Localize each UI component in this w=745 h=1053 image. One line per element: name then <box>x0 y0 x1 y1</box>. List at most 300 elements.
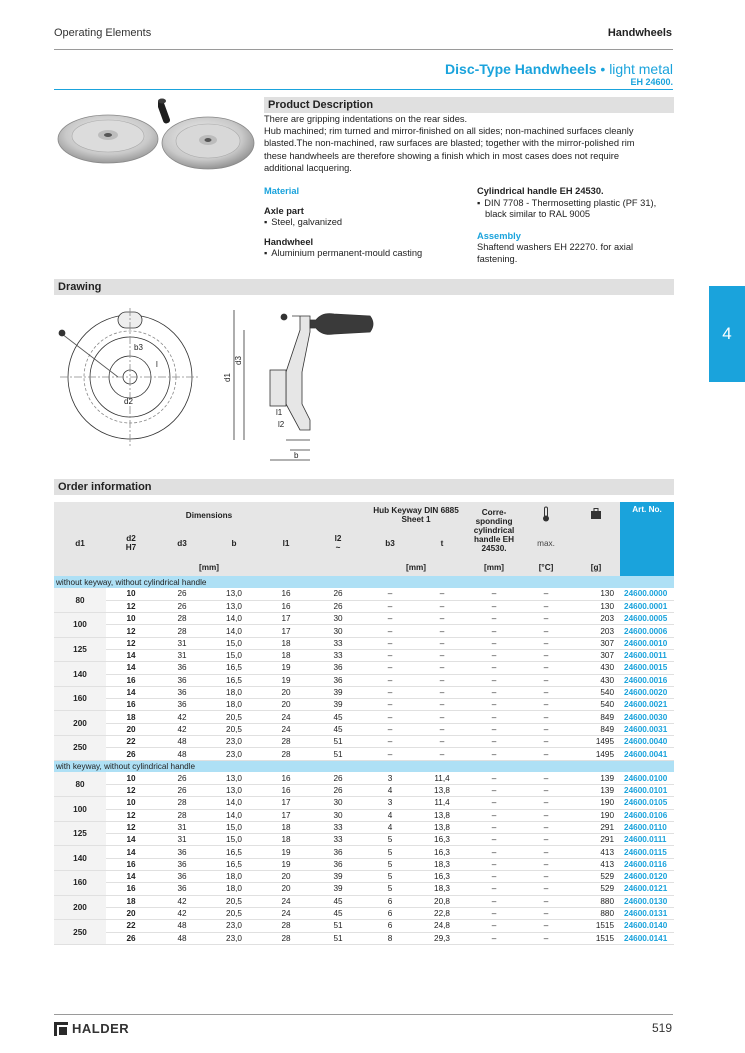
cell-b: 14,0 <box>208 613 260 625</box>
cell-c: – <box>520 748 572 760</box>
cell-weight: 130 <box>572 588 620 600</box>
cell-art-no[interactable]: 24600.0011 <box>620 649 674 661</box>
label-l1: l1 <box>276 408 283 417</box>
cell-b3: – <box>364 613 416 625</box>
cell-c: – <box>520 674 572 686</box>
cell-b: 18,0 <box>208 686 260 698</box>
cell-weight: 307 <box>572 649 620 661</box>
cell-d3: 31 <box>156 637 208 649</box>
label-b: b <box>294 451 299 460</box>
cell-d2: 10 <box>106 588 156 600</box>
cell-d1: 80 <box>54 588 106 613</box>
cell-l1: 28 <box>260 748 312 760</box>
cell-d2: 16 <box>106 699 156 711</box>
cell-d2: 20 <box>106 907 156 919</box>
cell-c: – <box>520 809 572 821</box>
description-line: blasted.The non-machined, raw surfaces are blasted; together with the mirror-polished rim <box>264 138 635 149</box>
cell-t: – <box>416 613 468 625</box>
cell-t: – <box>416 649 468 661</box>
cell-art-no[interactable]: 24600.0106 <box>620 809 674 821</box>
cell-art-no[interactable]: 24600.0030 <box>620 711 674 723</box>
cell-l1: 19 <box>260 858 312 870</box>
cell-d3: 31 <box>156 649 208 661</box>
cell-d1: 125 <box>54 821 106 846</box>
cell-art-no[interactable]: 24600.0101 <box>620 784 674 796</box>
cell-d2: 18 <box>106 711 156 723</box>
table-row <box>54 649 674 661</box>
brand-name: HALDER <box>72 1021 130 1036</box>
header-b3: b3 <box>364 528 416 558</box>
cell-c: – <box>520 784 572 796</box>
cell-d3: 36 <box>156 686 208 698</box>
cell-l1: 16 <box>260 600 312 612</box>
cell-l1: 20 <box>260 883 312 895</box>
cell-d2: 14 <box>106 662 156 674</box>
cell-h: – <box>468 686 520 698</box>
header-section: Handwheels <box>607 27 672 39</box>
cell-l1: 16 <box>260 772 312 784</box>
cell-d3: 26 <box>156 600 208 612</box>
cell-l2: 39 <box>312 883 364 895</box>
cell-c: – <box>520 821 572 833</box>
cell-l1: 18 <box>260 834 312 846</box>
cell-h: – <box>468 821 520 833</box>
cell-l2: 51 <box>312 748 364 760</box>
cell-d3: 42 <box>156 711 208 723</box>
cell-h: – <box>468 613 520 625</box>
cell-b: 16,5 <box>208 858 260 870</box>
table-row <box>54 686 674 698</box>
cell-l2: 51 <box>312 920 364 932</box>
cell-d1: 100 <box>54 613 106 638</box>
table-row <box>54 797 674 809</box>
cell-b: 15,0 <box>208 821 260 833</box>
product-photo-disc <box>54 96 164 166</box>
technical-drawing <box>54 300 384 470</box>
cell-d2: 12 <box>106 625 156 637</box>
axle-material: ▪ Steel, galvanized <box>264 217 464 229</box>
cell-h: – <box>468 723 520 735</box>
cell-h: – <box>468 736 520 748</box>
cell-weight: 203 <box>572 625 620 637</box>
cell-d1: 250 <box>54 736 106 761</box>
order-table-body <box>54 576 674 944</box>
table-row <box>54 858 674 870</box>
table-row <box>54 625 674 637</box>
cell-l1: 20 <box>260 699 312 711</box>
cell-d3: 26 <box>156 772 208 784</box>
table-group-row <box>54 760 674 772</box>
cell-art-no[interactable]: 24600.0111 <box>620 834 674 846</box>
label-b3: b3 <box>134 343 143 352</box>
thermometer-icon <box>520 502 572 528</box>
cell-d2: 18 <box>106 895 156 907</box>
cell-d3: 48 <box>156 736 208 748</box>
cell-l2: 33 <box>312 637 364 649</box>
drawing-heading: Drawing <box>54 279 674 295</box>
cell-weight: 130 <box>572 600 620 612</box>
handwheel-heading: Handwheel <box>264 236 314 247</box>
cell-weight: 291 <box>572 834 620 846</box>
table-row <box>54 907 674 919</box>
cell-l1: 28 <box>260 920 312 932</box>
cell-l1: 19 <box>260 674 312 686</box>
cell-weight: 190 <box>572 809 620 821</box>
cell-d2: 16 <box>106 858 156 870</box>
cell-b3: – <box>364 699 416 711</box>
cell-weight: 540 <box>572 699 620 711</box>
cell-weight: 529 <box>572 883 620 895</box>
label-d3: d3 <box>234 356 243 365</box>
cell-l2: 30 <box>312 797 364 809</box>
cell-d1: 80 <box>54 772 106 797</box>
cell-art-no[interactable]: 24600.0041 <box>620 748 674 760</box>
chapter-number: 4 <box>722 324 732 343</box>
cell-d2: 12 <box>106 809 156 821</box>
cell-weight: 139 <box>572 784 620 796</box>
cell-l1: 24 <box>260 711 312 723</box>
cell-c: – <box>520 600 572 612</box>
table-row <box>54 821 674 833</box>
title-sub: light metal <box>609 61 673 77</box>
cell-d3: 26 <box>156 784 208 796</box>
cell-art-no[interactable]: 24600.0115 <box>620 846 674 858</box>
handle-spec-line1: ▪ DIN 7708 - Thermosetting plastic (PF 31), <box>477 198 677 210</box>
cell-d2: 12 <box>106 821 156 833</box>
cell-h: – <box>468 797 520 809</box>
material-block <box>264 186 464 260</box>
table-row <box>54 895 674 907</box>
cell-d3: 48 <box>156 932 208 944</box>
cell-t: 16,3 <box>416 871 468 883</box>
cell-b3: – <box>364 736 416 748</box>
handle-spec-line2: black similar to RAL 9005 <box>485 209 591 219</box>
cell-l2: 39 <box>312 699 364 711</box>
cell-b3: 6 <box>364 907 416 919</box>
cell-weight: 540 <box>572 686 620 698</box>
cell-d3: 28 <box>156 809 208 821</box>
cell-l1: 24 <box>260 895 312 907</box>
cell-l2: 26 <box>312 588 364 600</box>
cell-c: – <box>520 723 572 735</box>
side-hub <box>270 370 286 406</box>
title-divider <box>54 89 673 90</box>
cell-t: 11,4 <box>416 797 468 809</box>
cell-d2: 26 <box>106 748 156 760</box>
cell-l2: 45 <box>312 907 364 919</box>
cell-c: – <box>520 932 572 944</box>
cell-l2: 36 <box>312 846 364 858</box>
cell-b: 14,0 <box>208 797 260 809</box>
cell-t: 13,8 <box>416 809 468 821</box>
cell-b3: 8 <box>364 932 416 944</box>
table-row <box>54 871 674 883</box>
cell-l2: 30 <box>312 809 364 821</box>
cell-d2: 22 <box>106 920 156 932</box>
header-t: t <box>416 528 468 558</box>
product-code: EH 24600. <box>630 77 673 87</box>
cell-b3: 4 <box>364 809 416 821</box>
cell-h: – <box>468 907 520 919</box>
cell-art-no[interactable]: 24600.0121 <box>620 883 674 895</box>
cell-d3: 26 <box>156 588 208 600</box>
cell-d3: 28 <box>156 625 208 637</box>
handwheel-material: ▪ Aluminium permanent-mould casting <box>264 248 464 260</box>
cell-b: 15,0 <box>208 649 260 661</box>
cell-l2: 30 <box>312 613 364 625</box>
cell-t: 18,3 <box>416 883 468 895</box>
page-number: 519 <box>651 1021 672 1035</box>
cell-b: 20,5 <box>208 895 260 907</box>
cell-d1: 200 <box>54 711 106 736</box>
cell-c: – <box>520 895 572 907</box>
cell-weight: 529 <box>572 871 620 883</box>
cell-b: 15,0 <box>208 637 260 649</box>
cell-b: 18,0 <box>208 871 260 883</box>
cell-l1: 19 <box>260 662 312 674</box>
header-corresponding-handle: Corre-sponding cylindrical handle EH 24530. <box>468 502 520 558</box>
order-information-heading: Order information <box>54 479 674 495</box>
cell-art-no[interactable]: 24600.0105 <box>620 797 674 809</box>
cell-b3: – <box>364 686 416 698</box>
cell-art-no[interactable]: 24600.0141 <box>620 932 674 944</box>
cell-b: 13,0 <box>208 784 260 796</box>
cell-b3: – <box>364 723 416 735</box>
header-divider <box>54 49 673 50</box>
cell-weight: 307 <box>572 637 620 649</box>
cell-b3: – <box>364 711 416 723</box>
material-heading: Material <box>264 186 300 196</box>
cell-d1: 125 <box>54 637 106 662</box>
cell-l2: 33 <box>312 834 364 846</box>
cell-d2: 22 <box>106 736 156 748</box>
header-max: max. <box>520 528 572 558</box>
cell-l2: 33 <box>312 649 364 661</box>
header-category: Operating Elements <box>54 27 152 39</box>
cell-d2: 10 <box>106 797 156 809</box>
cell-art-no[interactable]: 24600.0005 <box>620 613 674 625</box>
title-main: Disc-Type Handwheels <box>445 61 597 77</box>
cell-art-no[interactable]: 24600.0140 <box>620 920 674 932</box>
table-row <box>54 699 674 711</box>
table-group-label: without keyway, without cylindrical handle <box>54 576 674 588</box>
order-table <box>54 502 674 945</box>
cell-t: 18,3 <box>416 858 468 870</box>
cell-weight: 1515 <box>572 920 620 932</box>
cell-d3: 36 <box>156 699 208 711</box>
cell-b: 15,0 <box>208 834 260 846</box>
cell-d3: 36 <box>156 674 208 686</box>
header-d2-tolerance: H7 <box>125 543 137 552</box>
cell-c: – <box>520 662 572 674</box>
cell-d3: 48 <box>156 920 208 932</box>
cell-art-no[interactable]: 24600.0131 <box>620 907 674 919</box>
cell-b3: 5 <box>364 883 416 895</box>
cell-l2: 45 <box>312 711 364 723</box>
cell-h: – <box>468 649 520 661</box>
cell-h: – <box>468 895 520 907</box>
table-row <box>54 711 674 723</box>
cell-art-no[interactable]: 24600.0010 <box>620 637 674 649</box>
description-line: Hub machined; rim turned and mirror-finished on all sides; non-machined surfaces cleanly <box>264 126 634 137</box>
label-l: l <box>156 360 158 369</box>
title-bullet: • <box>600 61 606 77</box>
cell-b3: – <box>364 649 416 661</box>
cell-art-no[interactable]: 24600.0120 <box>620 871 674 883</box>
cell-l1: 20 <box>260 871 312 883</box>
cell-d2: 14 <box>106 871 156 883</box>
cell-art-no[interactable]: 24600.0016 <box>620 674 674 686</box>
cell-t: 13,8 <box>416 784 468 796</box>
cell-t: 11,4 <box>416 772 468 784</box>
description-line: additional lacquering. <box>264 162 352 173</box>
cell-art-no[interactable]: 24600.0000 <box>620 588 674 600</box>
cell-b: 16,5 <box>208 674 260 686</box>
cell-d3: 36 <box>156 858 208 870</box>
cell-b: 20,5 <box>208 711 260 723</box>
cell-d3: 31 <box>156 821 208 833</box>
header-d2 <box>106 528 156 558</box>
cell-art-no[interactable]: 24600.0116 <box>620 858 674 870</box>
cell-art-no[interactable]: 24600.0031 <box>620 723 674 735</box>
cell-l2: 33 <box>312 821 364 833</box>
cell-art-no[interactable]: 24600.0100 <box>620 772 674 784</box>
cell-d1: 140 <box>54 662 106 687</box>
cell-weight: 190 <box>572 797 620 809</box>
cell-h: – <box>468 600 520 612</box>
cell-weight: 139 <box>572 772 620 784</box>
cell-d2: 12 <box>106 784 156 796</box>
cell-art-no[interactable]: 24600.0021 <box>620 699 674 711</box>
cell-b: 18,0 <box>208 699 260 711</box>
cell-art-no[interactable]: 24600.0020 <box>620 686 674 698</box>
cell-c: – <box>520 625 572 637</box>
cell-t: 20,8 <box>416 895 468 907</box>
cell-d2: 16 <box>106 674 156 686</box>
cell-b: 18,0 <box>208 883 260 895</box>
cell-d1: 160 <box>54 871 106 896</box>
cell-l1: 17 <box>260 797 312 809</box>
cell-art-no[interactable]: 24600.0015 <box>620 662 674 674</box>
cell-art-no[interactable]: 24600.0110 <box>620 821 674 833</box>
cell-b: 23,0 <box>208 920 260 932</box>
cell-l1: 24 <box>260 907 312 919</box>
cell-c: – <box>520 649 572 661</box>
cell-b3: 5 <box>364 858 416 870</box>
header-art-no: Art. No. <box>620 502 674 576</box>
cell-d3: 42 <box>156 723 208 735</box>
cell-c: – <box>520 907 572 919</box>
cell-l1: 16 <box>260 588 312 600</box>
header-unit-weight: [g] <box>572 558 620 576</box>
cell-weight: 849 <box>572 723 620 735</box>
table-row <box>54 784 674 796</box>
cell-c: – <box>520 834 572 846</box>
side-handle <box>310 314 373 335</box>
header-l2-label: l2 <box>334 534 342 543</box>
header-unit-keyway: [mm] <box>364 558 468 576</box>
description-line: these handwheels are therefore showing a finish which in most cases does not require <box>264 150 620 161</box>
cell-d2: 12 <box>106 637 156 649</box>
table-row <box>54 920 674 932</box>
cell-l1: 28 <box>260 932 312 944</box>
weight-icon <box>572 502 620 528</box>
cell-l1: 17 <box>260 625 312 637</box>
cell-d2: 20 <box>106 723 156 735</box>
cell-l1: 24 <box>260 723 312 735</box>
table-row <box>54 662 674 674</box>
cell-h: – <box>468 699 520 711</box>
cell-b: 23,0 <box>208 932 260 944</box>
cell-t: – <box>416 662 468 674</box>
cell-art-no[interactable]: 24600.0040 <box>620 736 674 748</box>
header-hub-keyway: Hub Keyway DIN 6885 Sheet 1 <box>364 502 468 528</box>
logo-icon <box>54 1022 68 1036</box>
cell-t: 16,3 <box>416 846 468 858</box>
cell-d1: 100 <box>54 797 106 822</box>
cell-c: – <box>520 883 572 895</box>
axle-heading: Axle part <box>264 205 304 216</box>
cell-t: 13,8 <box>416 821 468 833</box>
cell-b: 20,5 <box>208 723 260 735</box>
cell-d3: 36 <box>156 662 208 674</box>
cell-weight: 1495 <box>572 748 620 760</box>
cell-t: – <box>416 674 468 686</box>
cell-d3: 36 <box>156 871 208 883</box>
cell-c: – <box>520 920 572 932</box>
table-row <box>54 613 674 625</box>
cell-h: – <box>468 920 520 932</box>
cell-weight: 1495 <box>572 736 620 748</box>
header-unit-dimensions: [mm] <box>54 558 364 576</box>
cell-weight: 849 <box>572 711 620 723</box>
product-description <box>264 113 674 174</box>
cell-d3: 42 <box>156 895 208 907</box>
cell-h: – <box>468 858 520 870</box>
cell-d1: 140 <box>54 846 106 871</box>
cell-d2: 12 <box>106 600 156 612</box>
cell-d2: 10 <box>106 613 156 625</box>
header-l2 <box>312 528 364 558</box>
cell-h: – <box>468 748 520 760</box>
cell-weight: 413 <box>572 846 620 858</box>
label-l2: l2 <box>278 420 285 429</box>
cell-d3: 42 <box>156 907 208 919</box>
cell-c: – <box>520 637 572 649</box>
assembly-heading: Assembly <box>477 230 521 241</box>
cell-b: 14,0 <box>208 809 260 821</box>
header-d2-label: d2 <box>126 534 136 543</box>
cell-h: – <box>468 637 520 649</box>
header-unit-temperature: [°C] <box>520 558 572 576</box>
cell-art-no[interactable]: 24600.0006 <box>620 625 674 637</box>
chapter-tab[interactable] <box>709 286 745 382</box>
header-l2-approx: ~ <box>335 543 341 552</box>
label-d1: d1 <box>223 373 232 382</box>
cell-d2: 14 <box>106 686 156 698</box>
cell-l2: 51 <box>312 932 364 944</box>
footer-divider <box>54 1014 673 1015</box>
handle-heading: Cylindrical handle EH 24530. <box>477 186 604 196</box>
cell-c: – <box>520 699 572 711</box>
cell-art-no[interactable]: 24600.0130 <box>620 895 674 907</box>
header-d3: d3 <box>156 528 208 558</box>
cell-art-no[interactable]: 24600.0001 <box>620 600 674 612</box>
cell-weight: 430 <box>572 674 620 686</box>
cell-l1: 17 <box>260 809 312 821</box>
cell-h: – <box>468 674 520 686</box>
cell-b3: 3 <box>364 772 416 784</box>
